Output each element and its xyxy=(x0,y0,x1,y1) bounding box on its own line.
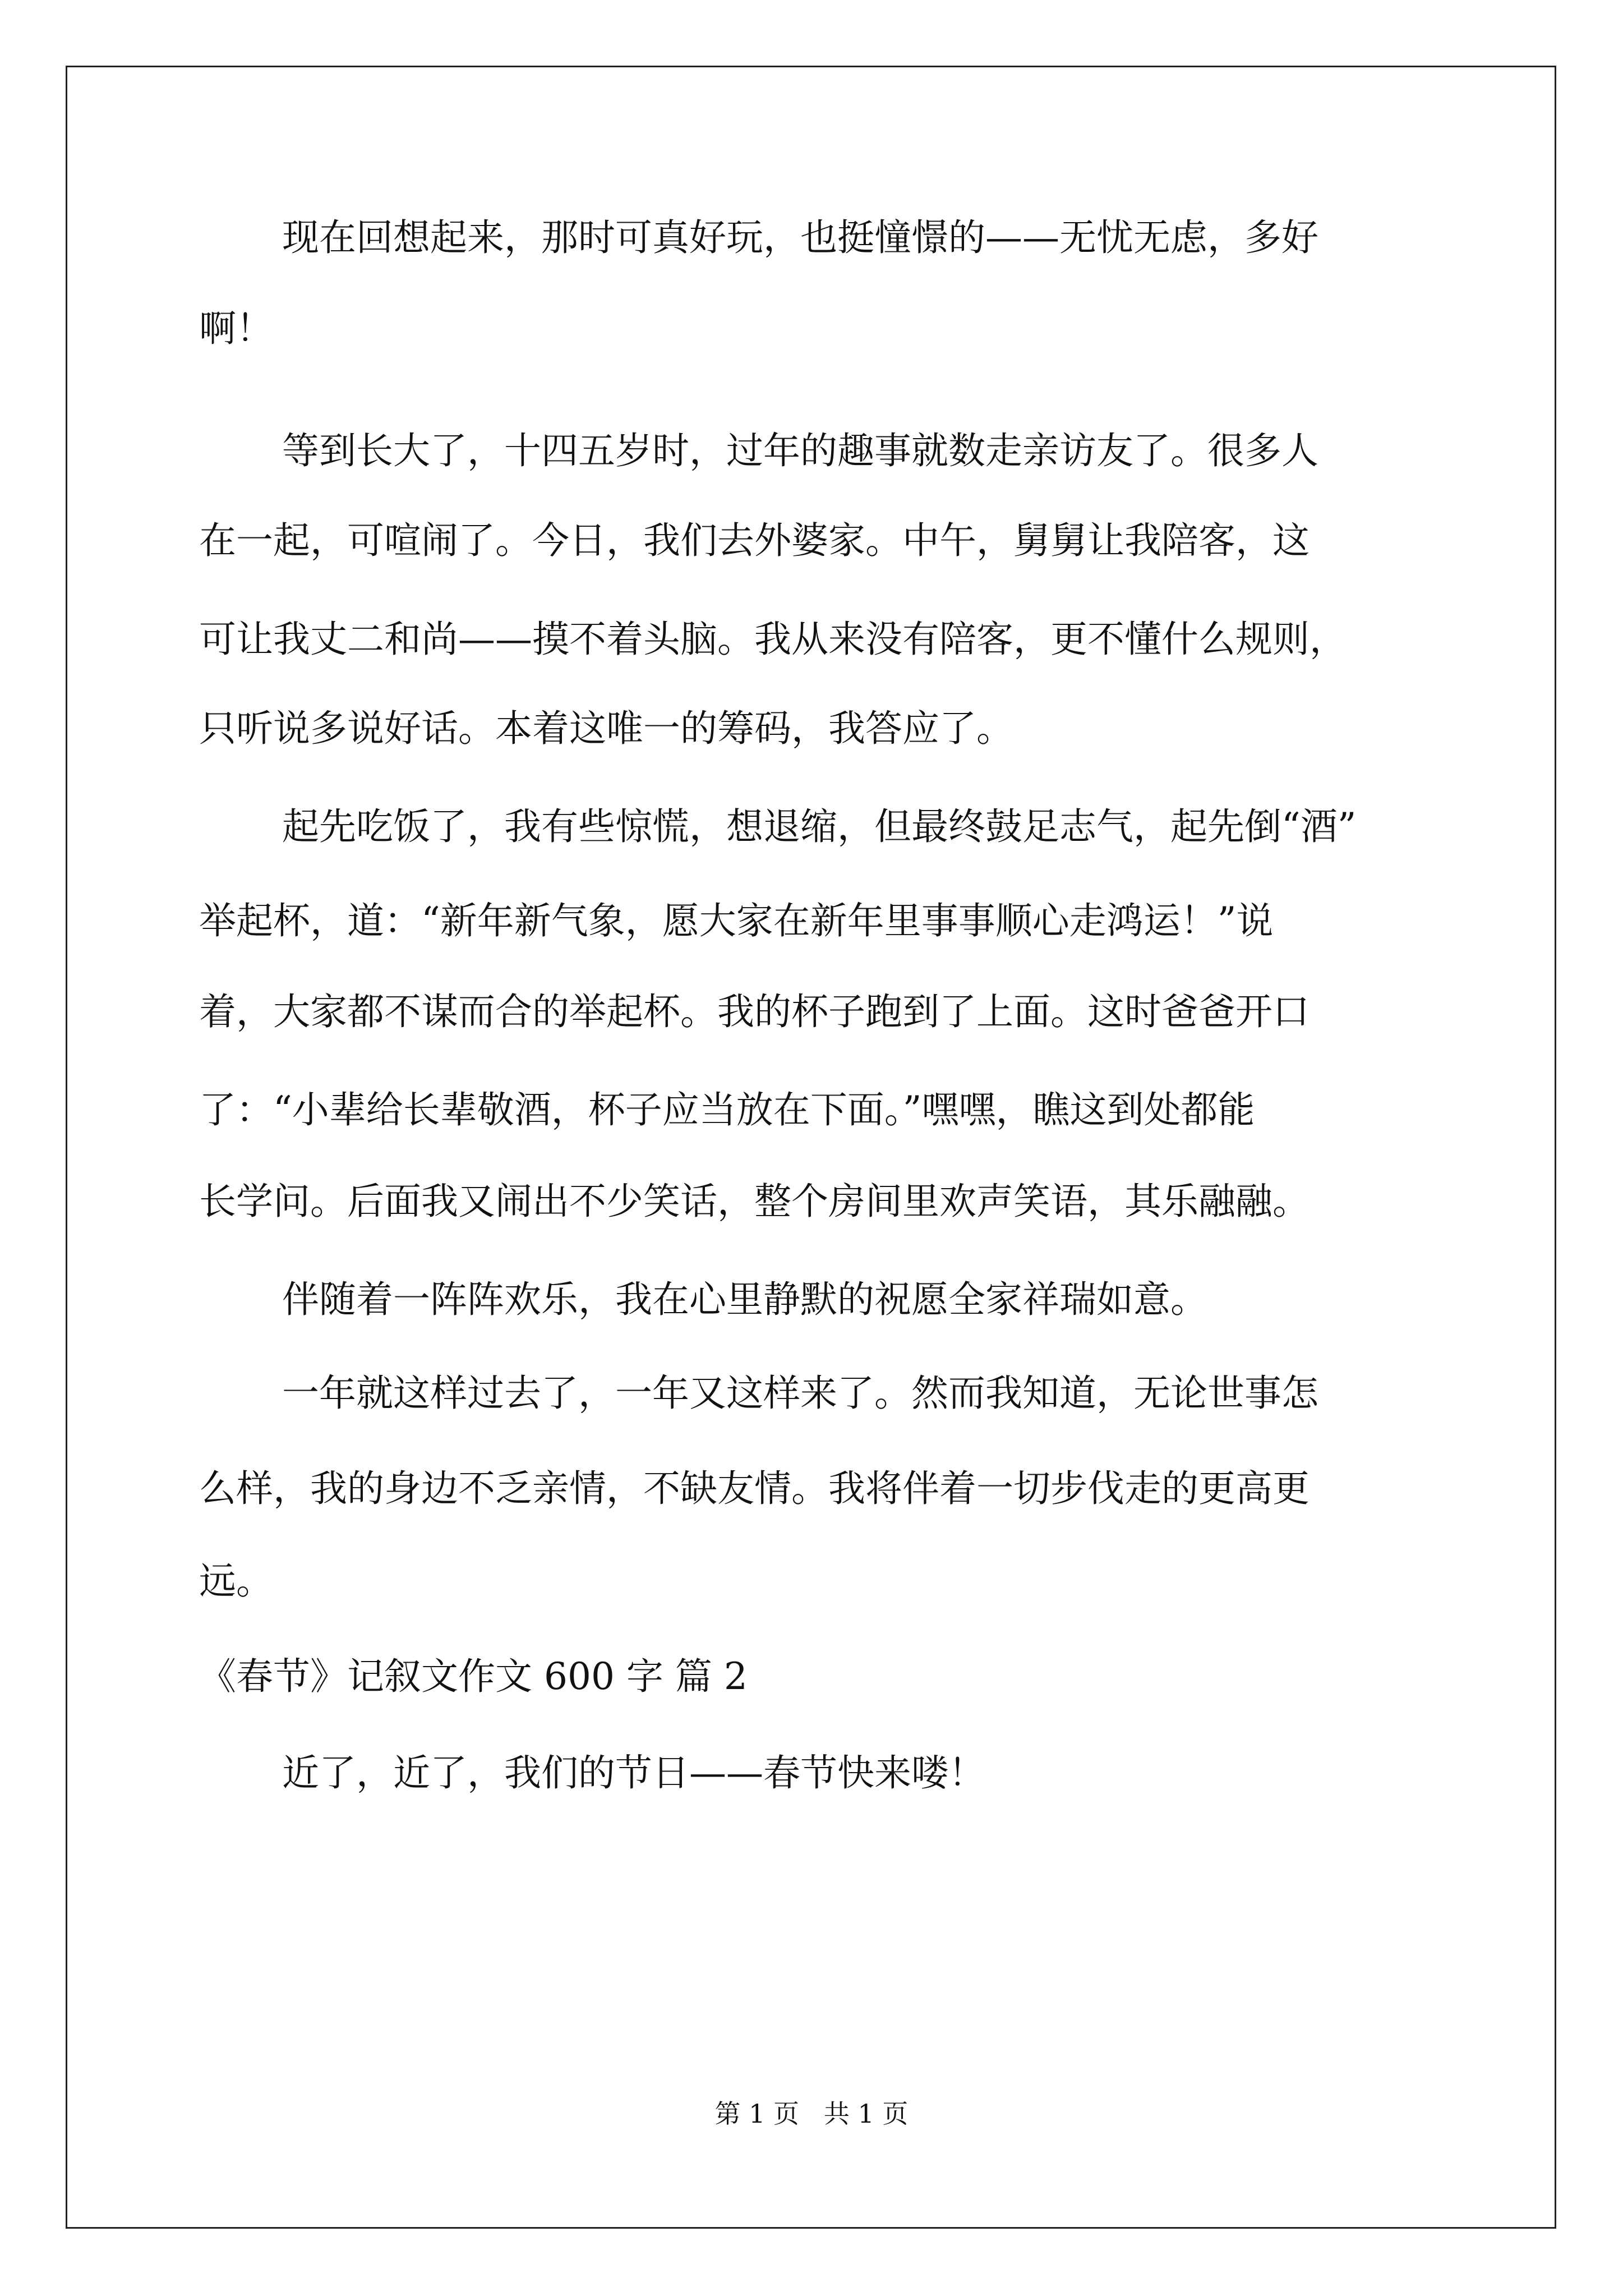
paragraph-5-line-2: 么样，我的身边不乏亲情，不缺友情。我将伴着一切步伐走的更高更 xyxy=(199,1467,1310,1510)
section-heading: 《春节》记叙文作文 600 字 篇 2 xyxy=(199,1655,748,1698)
paragraph-6-line-1: 近了，近了，我们的节日——春节快来喽！ xyxy=(282,1751,985,1795)
paragraph-5-line-1: 一年就这样过去了，一年又这样来了。然而我知道，无论世事怎 xyxy=(282,1372,1318,1415)
paragraph-2-line-2: 在一起，可喧闹了。今日，我们去外婆家。中午，舅舅让我陪客，这 xyxy=(199,519,1310,562)
paragraph-1-line-1: 现在回想起来，那时可真好玩，也挺憧憬的——无忧无虑，多好 xyxy=(282,216,1318,259)
paragraph-5-line-3: 远。 xyxy=(199,1559,273,1603)
paragraph-4-line-1: 伴随着一阵阵欢乐，我在心里静默的祝愿全家祥瑞如意。 xyxy=(282,1278,1207,1321)
page-border xyxy=(66,66,1556,2229)
paragraph-3-line-4: 了：“小辈给长辈敬酒，杯子应当放在下面。”嘿嘿，瞧这到处都能 xyxy=(199,1088,1255,1131)
paragraph-3-line-3: 着，大家都不谋而合的举起杯。我的杯子跑到了上面。这时爸爸开口 xyxy=(199,990,1310,1033)
page-footer: 第 1 页 共 1 页 xyxy=(714,2099,909,2129)
paragraph-2-line-4: 只听说多说好话。本着这唯一的筹码，我答应了。 xyxy=(199,707,1013,750)
paragraph-2-line-3: 可让我丈二和尚——摸不着头脑。我从来没有陪客，更不懂什么规则， xyxy=(199,618,1347,661)
paragraph-2-line-1: 等到长大了，十四五岁时，过年的趣事就数走亲访友了。很多人 xyxy=(282,429,1318,472)
paragraph-3-line-2: 举起杯，道：“新年新气象，愿大家在新年里事事顺心走鸿运！”说 xyxy=(199,899,1274,942)
paragraph-3-line-1: 起先吃饭了，我有些惊慌，想退缩，但最终鼓足志气，起先倒“酒” xyxy=(282,805,1357,848)
paragraph-1-line-2: 啊！ xyxy=(199,307,273,350)
paragraph-3-line-5: 长学问。后面我又闹出不少笑话，整个房间里欢声笑语，其乐融融。 xyxy=(199,1180,1310,1223)
